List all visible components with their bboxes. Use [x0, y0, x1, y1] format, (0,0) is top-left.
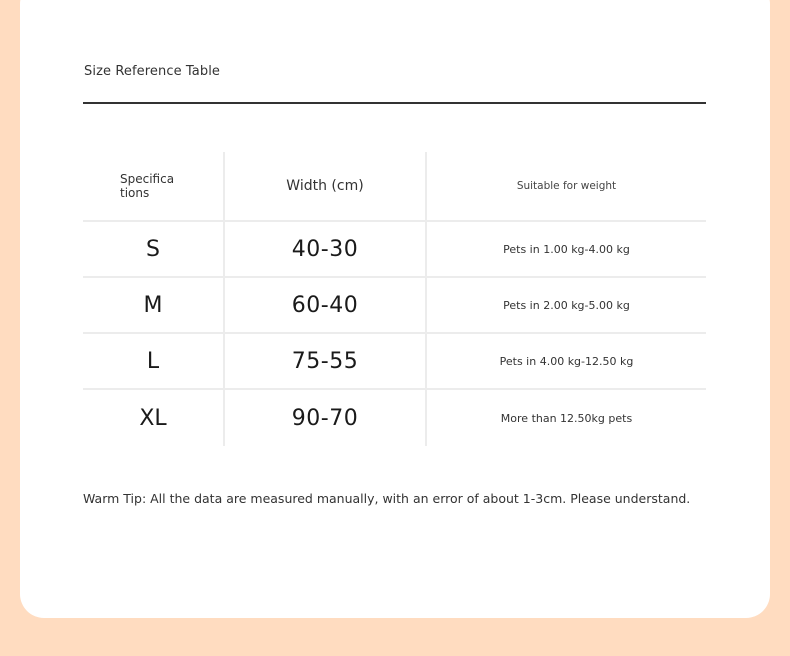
- size-table: [83, 152, 706, 446]
- weight-cell: Pets in 2.00 kg-5.00 kg: [503, 298, 630, 312]
- column-header-specifications: [83, 152, 225, 220]
- column-header-width: Width (cm): [225, 152, 427, 220]
- weight-cell: Pets in 1.00 kg-4.00 kg: [503, 242, 630, 256]
- table-row: [83, 390, 706, 446]
- weight-cell: Pets in 4.00 kg-12.50 kg: [499, 354, 634, 368]
- width-cell: 90-70: [225, 390, 427, 446]
- page-title: Size Reference Table: [84, 64, 221, 79]
- table-header-row: [83, 152, 706, 222]
- table-row: [83, 222, 706, 278]
- warm-tip-text: Warm Tip: All the data are measured manually, with an error of about 1-3cm. Please understand.: [83, 491, 691, 506]
- width-cell: 75-55: [225, 334, 427, 388]
- width-cell: 60-40: [225, 278, 427, 332]
- weight-cell: More than 12.50kg pets: [500, 411, 633, 425]
- size-cell: M: [83, 278, 225, 332]
- table-row: [83, 278, 706, 334]
- size-cell: XL: [83, 390, 225, 446]
- column-header-specifications-label: Specifications: [120, 172, 175, 200]
- size-cell: L: [83, 334, 225, 388]
- size-cell: S: [83, 222, 225, 276]
- column-header-weight: Suitable for weight: [516, 180, 617, 192]
- title-divider: [83, 102, 706, 104]
- width-cell: 40-30: [225, 222, 427, 276]
- table-row: [83, 334, 706, 390]
